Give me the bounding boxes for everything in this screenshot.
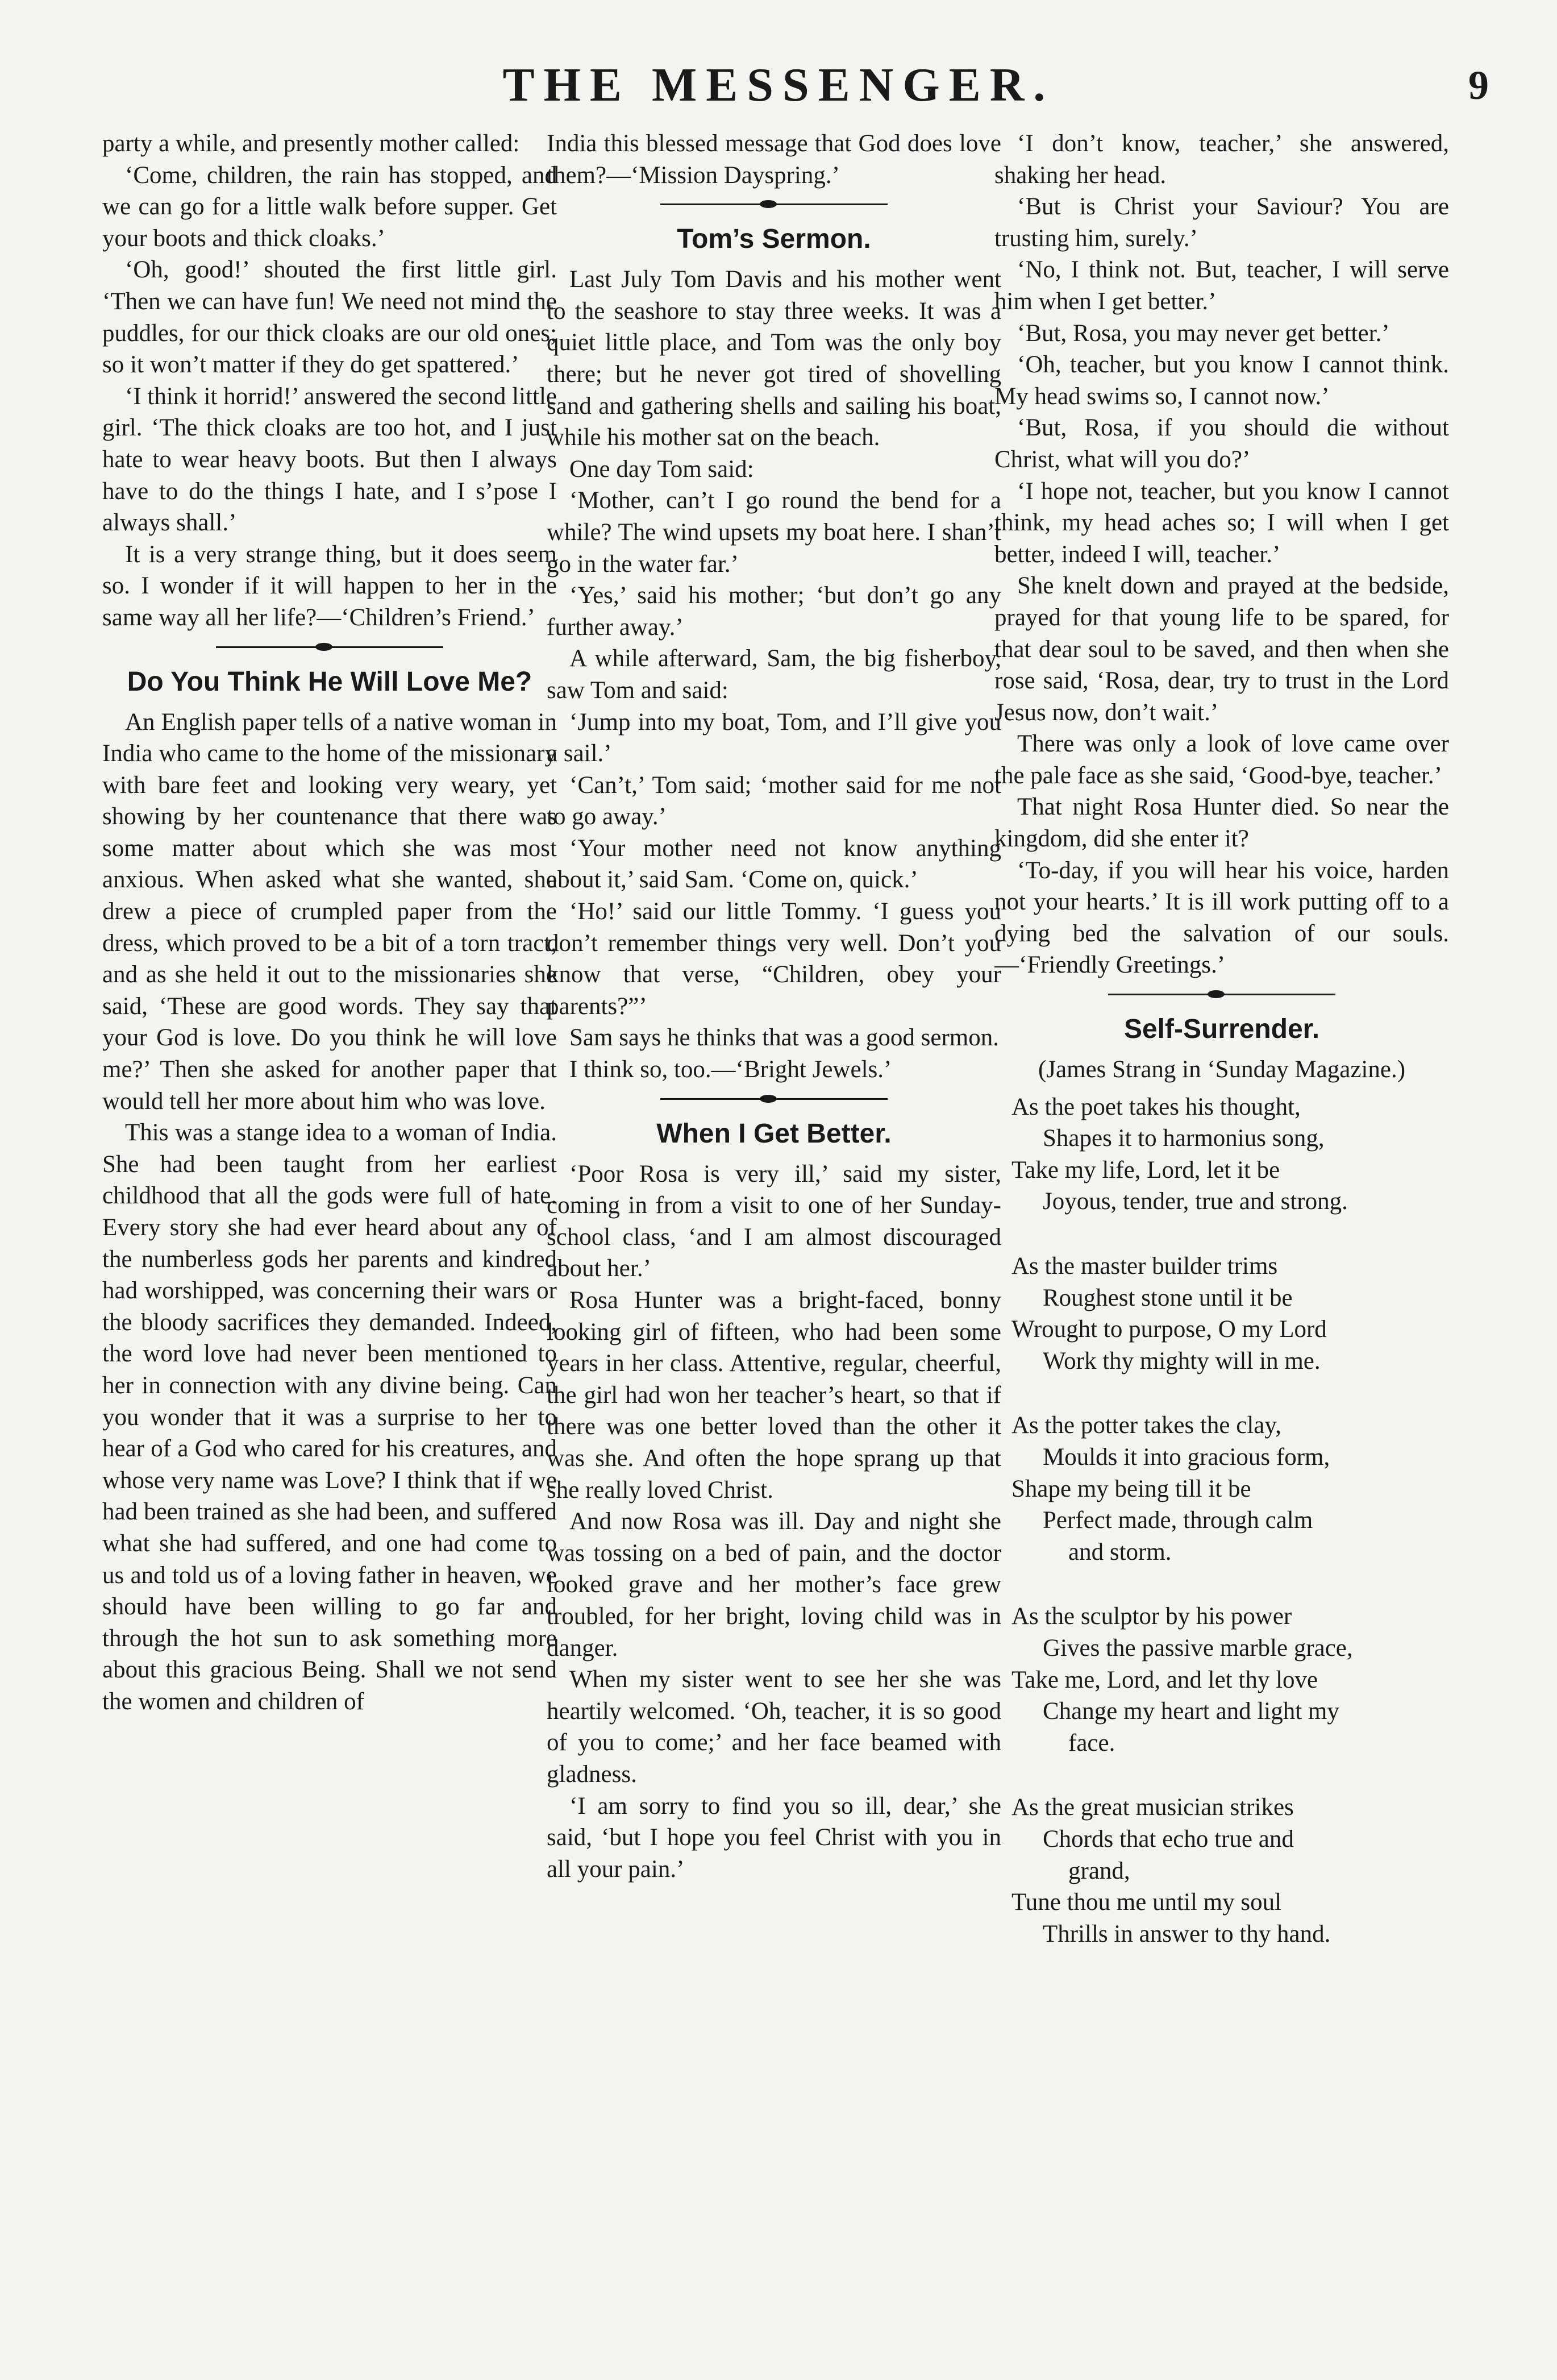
poem-line: Take my life, Lord, let it be: [1011, 1156, 1280, 1183]
poem-line: Tune thou me until my soul: [1011, 1889, 1282, 1916]
paragraph: ‘I am sorry to find you so ill, dear,’ she said, ‘but I hope you feel Christ with you in all your pain.’: [547, 1792, 1001, 1883]
masthead: [0, 57, 1557, 119]
poem-line: Perfect made, through calm: [1043, 1507, 1313, 1534]
page-number: 9: [1468, 63, 1489, 108]
paragraph: And now Rosa was ill. Day and night she was tossing on a bed of pain, and the doctor looked grave and her mother’s face grew troubled, for her bright, loving child was in danger.: [547, 1508, 1001, 1662]
paragraph: ‘But, Rosa, if you should die without Christ, what will you do?’: [994, 414, 1449, 473]
poem-line: Take me, Lord, and let thy love: [1011, 1666, 1318, 1693]
paragraph: ‘Ho!’ said our little Tommy. ‘I guess you don’t remember things very well. Don’t you know that verse, “Children, obey your parents?”’: [547, 898, 1001, 1020]
paragraph: ‘Come, children, the rain has stopped, and we can go for a little walk before supper. Get your boots and thick cloaks.’: [102, 161, 557, 252]
poem-line: Thrills in answer to thy hand.: [1043, 1920, 1331, 1947]
paragraph: India this blessed message that God does love them?—‘Mission Dayspring.’: [547, 130, 1001, 189]
section-divider: [547, 1086, 1001, 1112]
paragraph: One day Tom said:: [569, 455, 754, 483]
section-divider: [547, 191, 1001, 217]
paragraph: ‘Your mother need not know anything about it,’ said Sam. ‘Come on, quick.’: [547, 834, 1001, 894]
paragraph: Rosa Hunter was a bright-faced, bonny looking girl of fifteen, who had been some years in her class. Attentive, regular, cheerful, the girl had won her teacher’s heart, so that if there was one better loved than the other it was she. And often the hope sprang up that she really loved Christ.: [547, 1287, 1001, 1503]
poem-line: Moulds it into gracious form,: [1043, 1443, 1330, 1471]
paragraph: ‘I hope not, teacher, but you know I cannot think, my head aches so; I will when I get better, indeed I will, teacher.’: [994, 477, 1449, 568]
poem-line: Chords that echo true and: [1043, 1825, 1294, 1853]
column-2: [547, 128, 1001, 2362]
poem-line: Shape my being till it be: [1011, 1475, 1251, 1502]
paragraph: When my sister went to see her she was heartily welcomed. ‘Oh, teacher, it is so good of you to come;’ and her face beamed with gladness.: [547, 1666, 1001, 1788]
poem-line: face.: [1068, 1729, 1115, 1756]
poem-line: Shapes it to harmonius song,: [1043, 1125, 1325, 1152]
paragraph: ‘Jump into my boat, Tom, and I’ll give you a sail.’: [547, 708, 1001, 767]
poem-line: Roughest stone until it be: [1043, 1284, 1293, 1311]
paragraph: Last July Tom Davis and his mother went to the seashore to stay three weeks. It was a quiet little place, and Tom was the only boy there; but he never got tired of shovelling sand and gathering shells and sailing his boat, while his mother sat on the beach.: [547, 266, 1001, 451]
poem-stanza: [1011, 1251, 1449, 1377]
newspaper-title: THE MESSENGER.: [502, 59, 1055, 111]
poem-line: Gives the passive marble grace,: [1043, 1634, 1353, 1662]
paragraph: ‘Yes,’ said his mother; ‘but don’t go any further away.’: [547, 582, 1001, 641]
poem-heading: Self-Surrender.: [1123, 1014, 1320, 1045]
poem-stanza: [1011, 1792, 1449, 1950]
poem-line: Change my heart and light my: [1043, 1698, 1339, 1725]
paragraph: ‘Poor Rosa is very ill,’ said my sister, coming in from a visit to one of her Sunday-school class, ‘and I am almost discouraged about her.’: [547, 1160, 1001, 1282]
poem-line: As the sculptor by his power: [1011, 1603, 1292, 1630]
paragraph: ‘Oh, good!’ shouted the first little girl. ‘Then we can have fun! We need not mind the puddles, for our thick cloaks are our old ones; so it won’t matter if they do get spattered.’: [102, 256, 557, 379]
paragraph: ‘Oh, teacher, but you know I cannot think. My head swims so, I cannot now.’: [994, 351, 1449, 410]
paragraph: There was only a look of love came over the pale face as she said, ‘Good-bye, teacher.’: [994, 730, 1449, 789]
paragraph: It is a very strange thing, but it does seem so. I wonder if it will happen to her in the same way all her life?—‘Children’s Friend.’: [102, 541, 557, 631]
paragraph: ‘To-day, if you will hear his voice, harden not your hearts.’ It is ill work putting off to a dying bed the salvation of our souls.—‘Friendly Greetings.’: [994, 857, 1449, 979]
paragraph: She knelt down and prayed at the bedside, prayed for that young life to be spared, for that dear soul to be saved, and then when she rose said, ‘Rosa, dear, try to trust in the Lord Jesus now, don’t wait.’: [994, 572, 1449, 726]
paragraph: party a while, and presently mother called:: [102, 130, 520, 157]
poem-line: grand,: [1068, 1857, 1130, 1884]
poem-line: As the master builder trims: [1011, 1253, 1278, 1280]
poem-line: As the potter takes the clay,: [1011, 1412, 1281, 1439]
poem-line: Joyous, tender, true and strong.: [1043, 1188, 1348, 1215]
paragraph: An English paper tells of a native woman in India who came to the home of the missionary with bare feet and looking very weary, yet showing by her countenance that there was some matter about which she was most anxious. When asked what she wanted, she drew a piece of crumpled paper from the dress, which proved to be a bit of a torn tract, and as she held it out to the missionaries she said, ‘These are good words. They say that your God is love. Do you think he will love me?’ Then she asked for another paper that would tell her more about him who was love.: [102, 708, 557, 1115]
poem-line: As the great musician strikes: [1011, 1794, 1294, 1821]
paragraph: A while afterward, Sam, the big fisherboy, saw Tom and said:: [547, 645, 1001, 704]
article-heading: Do You Think He Will Love Me?: [127, 666, 532, 697]
paragraph: Sam says he thinks that was a good sermon.: [569, 1024, 999, 1052]
paragraph: ‘I think it horrid!’ answered the second little girl. ‘The thick cloaks are too hot, and I just hate to wear heavy boots. But then I always have to do the things I hate, and I s’pose I always shall.’: [102, 383, 557, 537]
paragraph: I think so, too.—‘Bright Jewels.’: [569, 1056, 892, 1083]
poem-stanza: [1011, 1410, 1449, 1568]
poem-stanza: [1011, 1601, 1449, 1759]
poem-line: Work thy mighty will in me.: [1043, 1347, 1321, 1374]
paragraph: ‘I don’t know, teacher,’ she answered, shaking her head.: [994, 130, 1449, 189]
paragraph: ‘Can’t,’ Tom said; ‘mother said for me not to go away.’: [547, 771, 1001, 830]
paragraph: ‘But is Christ your Saviour? You are trusting him, surely.’: [994, 193, 1449, 252]
poem-line: As the poet takes his thought,: [1011, 1093, 1301, 1120]
paragraph: ‘But, Rosa, you may never get better.’: [1017, 319, 1390, 347]
poem-line: Wrought to purpose, O my Lord: [1011, 1316, 1327, 1343]
paragraph: ‘Mother, can’t I go round the bend for a while? The wind upsets my boat here. I shan’t go in the water far.’: [547, 487, 1001, 578]
poem-stanza: [1011, 1091, 1449, 1218]
poem-line: and storm.: [1068, 1538, 1172, 1565]
section-divider: [994, 981, 1449, 1007]
article-heading: When I Get Better.: [656, 1118, 892, 1149]
paragraph: This was a stange idea to a woman of India. She had been taught from her earliest childhood that all the gods were full of hate. Every story she had ever heard about any of the numberless gods her parents and kindred had worshipped, was concerning their wars or the bloody sacrifices they demanded. Indeed, the word love had never been mentioned to her in connection with any divine being. Can you wonder that it was a surprise to her to hear of a God who cared for his creatures, and whose very name was Love? I think that if we had been trained as she had been, and suffered what she had suffered, and one had come to us and told us of a loving father in heaven, we should have been willing to go far and through the hot sun to ask something more about this gracious Being. Shall we not send the women and children of: [102, 1119, 557, 1715]
section-divider: [102, 634, 557, 660]
paragraph: That night Rosa Hunter died. So near the kingdom, did she enter it?: [994, 794, 1449, 853]
paragraph: ‘No, I think not. But, teacher, I will serve him when I get better.’: [994, 256, 1449, 315]
poem-source: (James Strang in ‘Sunday Magazine.): [1038, 1056, 1406, 1083]
column-3: [994, 128, 1449, 2362]
column-1: [102, 128, 557, 2362]
article-heading: Tom’s Sermon.: [677, 224, 871, 255]
